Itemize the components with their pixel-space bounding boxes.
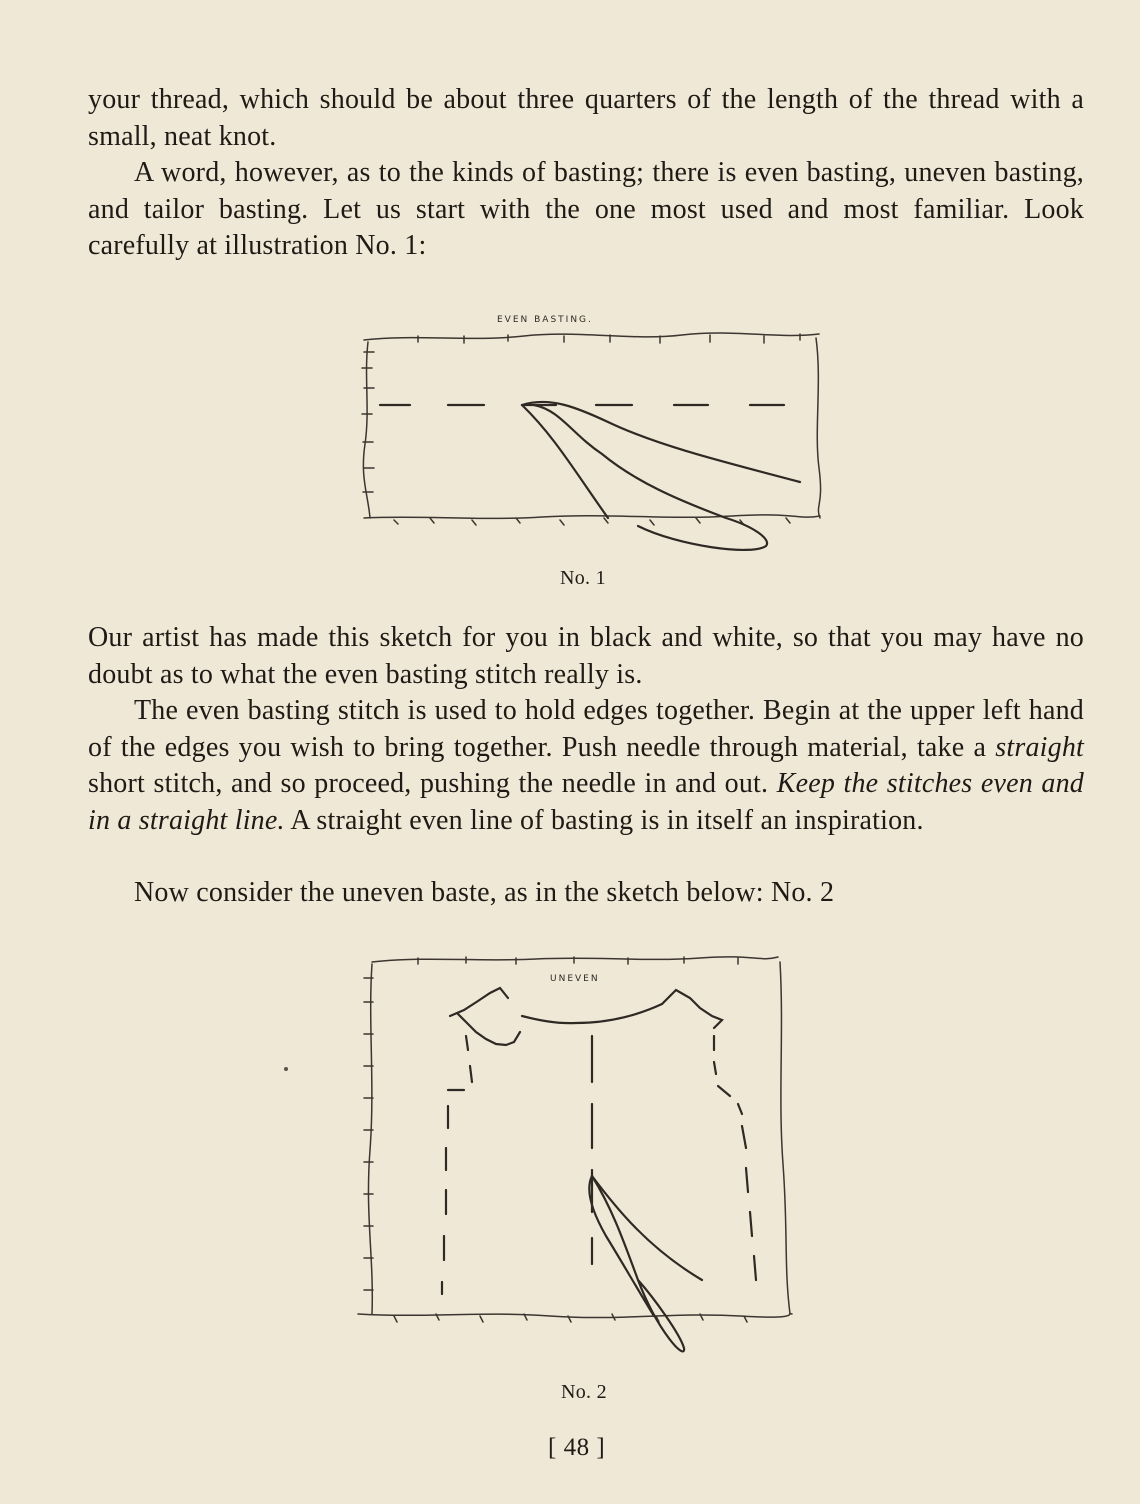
uneven-thread-long-curve xyxy=(592,1176,702,1280)
neckline-stitch xyxy=(522,1004,662,1023)
uneven-basting-figure xyxy=(354,944,802,1374)
figure-2-caption: No. 2 xyxy=(561,1381,607,1403)
right-shoulder-stitch xyxy=(714,1036,742,1114)
paragraph-4 xyxy=(88,693,1084,839)
emphasis-straight: straight xyxy=(995,731,1084,763)
fabric-right-edge xyxy=(816,338,821,518)
paragraph-4-text-3: A straight even line of basting is in itself an inspiration. xyxy=(284,804,924,836)
garment-top-edge xyxy=(372,957,778,962)
fabric-bottom-edge xyxy=(364,515,820,519)
left-side-uneven-stitch xyxy=(442,1036,472,1294)
fabric-top-edge xyxy=(364,333,819,340)
thread-lower-loop xyxy=(534,405,767,550)
emphasis-keep-stitches-even: Keep the stitches even and in a straight line. xyxy=(88,768,1084,836)
uneven-basting-label: UNEVEN xyxy=(550,974,600,984)
figure-1-caption: No. 1 xyxy=(560,567,606,589)
paragraph-1: your thread, which should be about three quarters of the length of the thread with a small, neat knot. xyxy=(88,84,1084,152)
garment-bottom-edge xyxy=(358,1314,792,1318)
right-side-uneven-stitch xyxy=(742,1126,756,1280)
garment-right-edge xyxy=(780,962,790,1314)
paragraph-3: Our artist has made this sketch for you in black and white, so that you may have no doubt as to what the even basting stitch really is. xyxy=(88,622,1084,690)
paragraph-5: Now consider the uneven baste, as in the sketch below: No. 2 xyxy=(134,877,835,908)
even-basting-label: EVEN BASTING. xyxy=(497,315,593,325)
paragraph-2: A word, however, as to the kinds of basting; there is even basting, uneven basting, and tailor basting. Let us start with the one most used and most familiar. Look carefully at illustration No. 1: xyxy=(88,157,1084,261)
garment-left-edge xyxy=(368,964,372,1314)
left-neck-stitch xyxy=(450,988,508,1016)
even-basting-figure xyxy=(346,304,834,564)
thread-upper-curve xyxy=(522,402,800,482)
page-speck xyxy=(284,1067,288,1071)
paragraph-4-text-1: The even basting stitch is used to hold edges together. Begin at the upper left hand of the edges you wish to bring together. Push needle through material, take a xyxy=(88,695,1084,763)
page-number: [ 48 ] xyxy=(548,1434,606,1461)
paragraph-4-text-2: short stitch, and so proceed, pushing the needle in and out. xyxy=(88,768,777,799)
uneven-thread-loop xyxy=(592,1176,684,1351)
right-neck-stitch xyxy=(662,990,722,1028)
